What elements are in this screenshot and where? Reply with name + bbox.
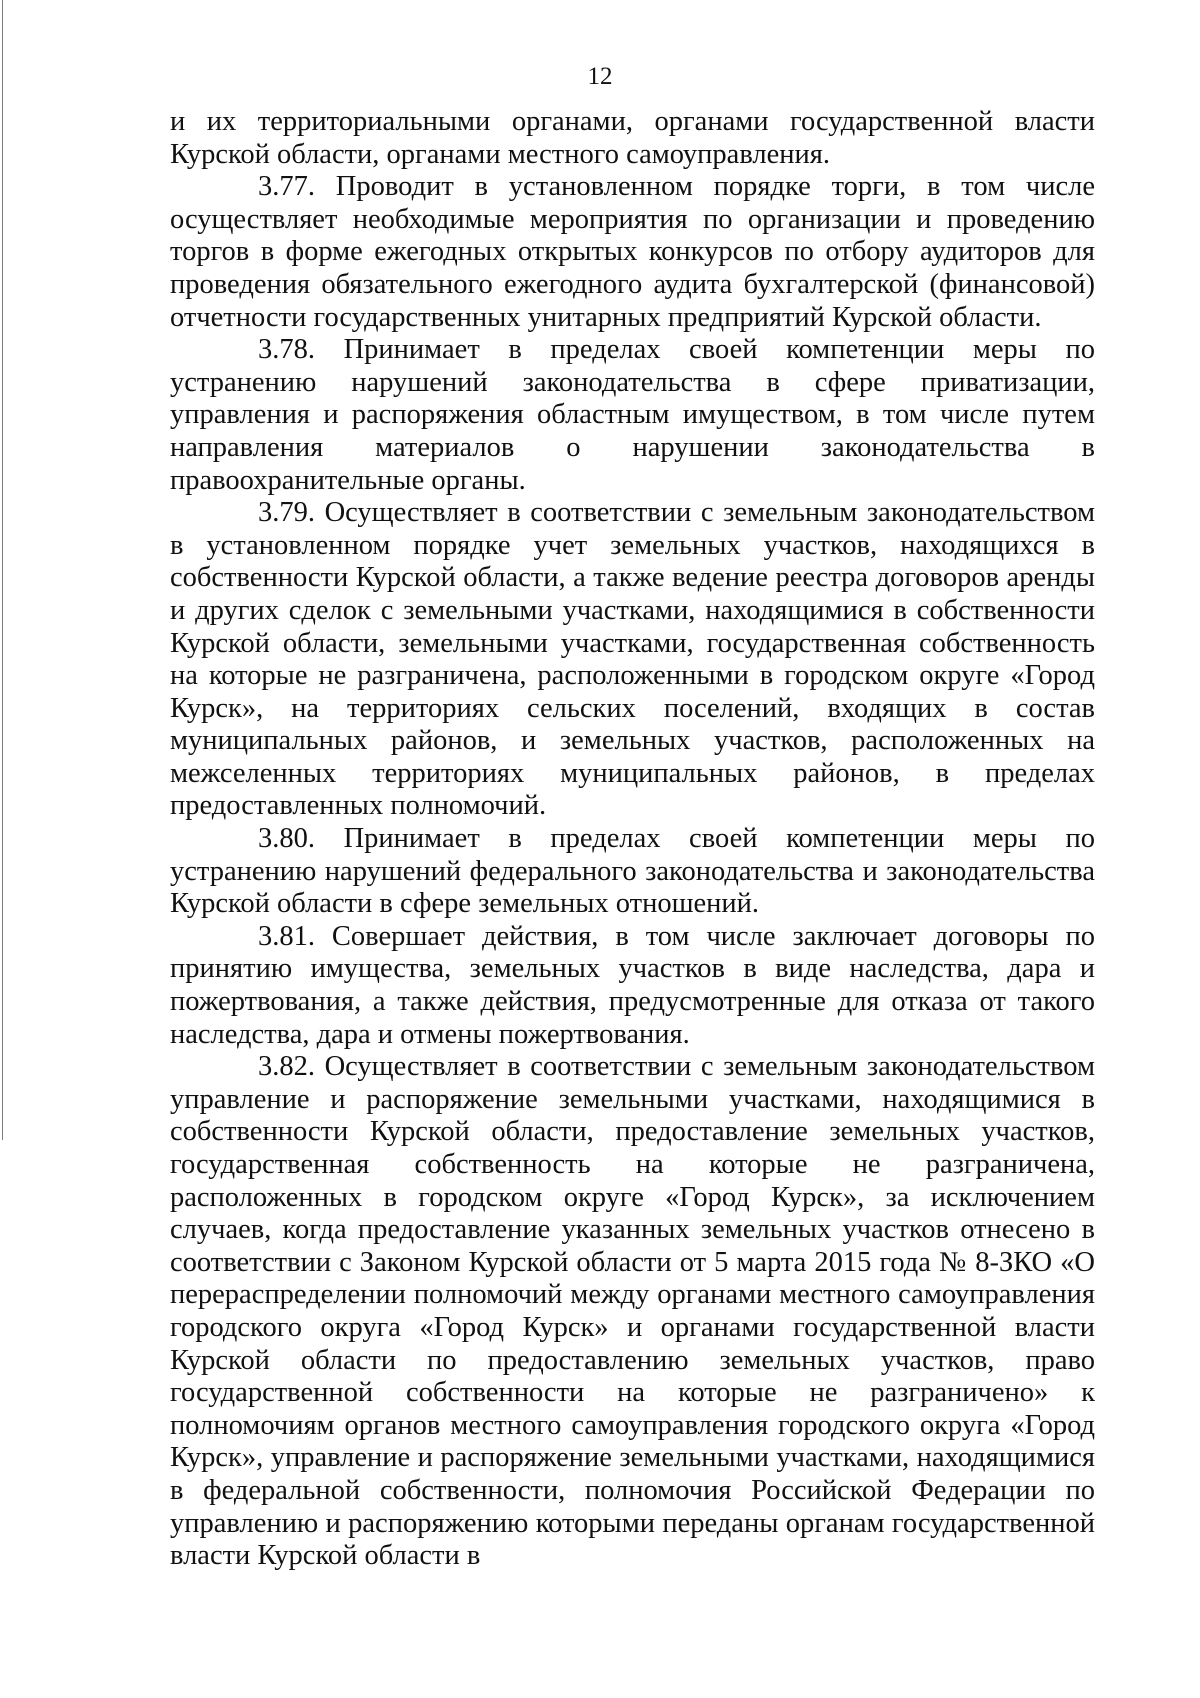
scan-edge-line <box>2 0 3 1140</box>
page-number: 12 <box>587 63 613 90</box>
paragraph-3-82: 3.82. Осуществляет в соответствии с земельным законодательством управление и распоряжение земельными участками, находящимися в собственности Курской области, предоставление земельных участков, государственная собственность на которые не разграничена, расположенных в городском округе «Город Курск», за исключением случаев, когда предоставление указанных земельных участков отнесено в соответствии с Законом Курской области от 5 марта 2015 года № 8-ЗКО «О перераспределении полномочий между органами местного самоуправления городского округа «Город Курск» и органами государственной власти Курской области по предоставлению земельных участков, право государственной собственности на которые не разграничено» к полномочиям органов местного самоуправления городского округа «Город Курск», управление и распоряжение земельными участками, находящимися в федеральной собственности, полномочия Российской Федерации по управлению и распоряжению которыми переданы органам государственной власти Курской области в <box>170 1051 1095 1572</box>
paragraph-3-81: 3.81. Совершает действия, в том числе заключает договоры по принятию имущества, земельных участков в виде наследства, дара и пожертвования, а также действия, предусмотренные для отказа от такого наследства, дара и отмены пожертвования. <box>170 920 1095 1050</box>
paragraph-continuation: и их территориальными органами, органами государственной власти Курской области, органами местного самоуправления. <box>170 106 1095 170</box>
paragraph-3-78: 3.78. Принимает в пределах своей компетенции меры по устранению нарушений законодательства в сфере приватизации, управления и распоряжения областным имуществом, в том числе путем направления материалов о нарушении законодательства в правоохранительные органы. <box>170 334 1095 496</box>
paragraph-3-77: 3.77. Проводит в установленном порядке торги, в том числе осуществляет необходимые мероприятия по организации и проведению торгов в форме ежегодных открытых конкурсов по отбору аудиторов для проведения обязательного ежегодного аудита бухгалтерской (финансовой) отчетности государственных унитарных предприятий Курской области. <box>170 171 1095 333</box>
paragraph-3-79: 3.79. Осуществляет в соответствии с земельным законодательством в установленном порядке учет земельных участков, находящихся в собственности Курской области, а также ведение реестра договоров аренды и других сделок с земельными участками, находящимися в собственности Курской области, земельными участками, государственная собственность на которые не разграничена, расположенными в городском округе «Город Курск», на территориях сельских поселений, входящих в состав муниципальных районов, и земельных участков, расположенных на межселенных территориях муниципальных районов, в пределах предоставленных полномочий. <box>170 497 1095 822</box>
document-body <box>170 106 1095 1573</box>
paragraph-3-80: 3.80. Принимает в пределах своей компетенции меры по устранению нарушений федерального законодательства и законодательства Курской области в сфере земельных отношений. <box>170 823 1095 920</box>
